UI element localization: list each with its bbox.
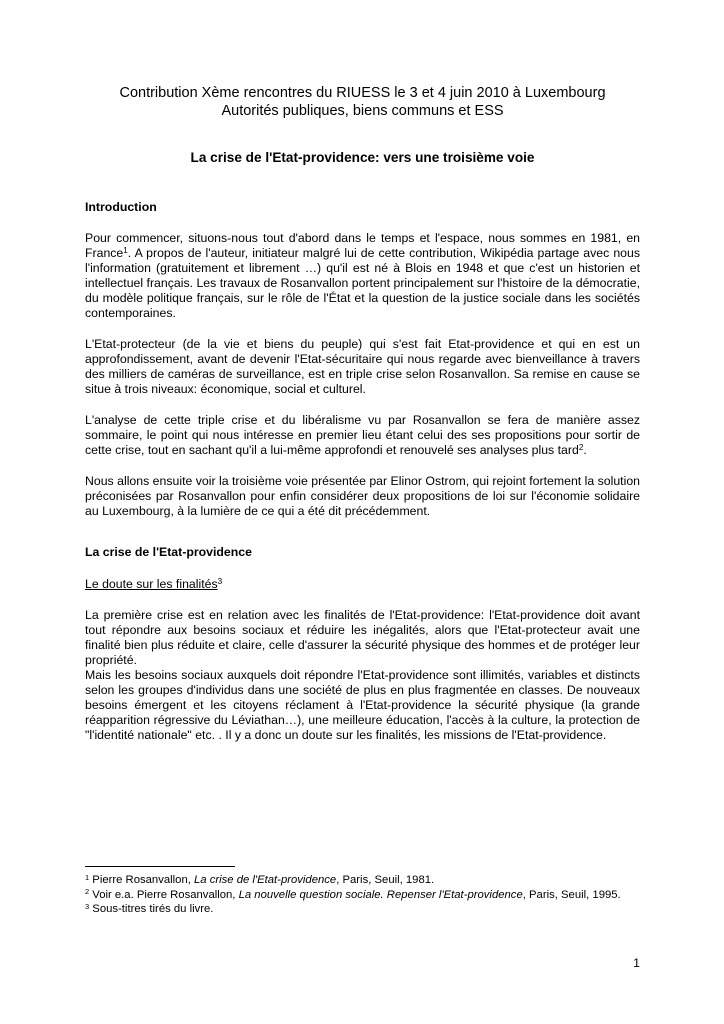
header-line-2: Autorités publiques, biens communs et ESS	[221, 103, 504, 119]
paragraph-4: Nous allons ensuite voir la troisième voie présentée par Elinor Ostrom, qui rejoint fortement la solution préconisées par Rosanvallon pour enfin considérer deux propositions de loi sur l'économie solidaire au Luxembourg, à la lumière de ce qui a été dit précédemment.	[85, 474, 640, 518]
paragraph-2: L'Etat-protecteur (de la vie et biens du peuple) qui s'est fait Etat-providence et qui en est un approfondissement, avant de devenir l'Etat-sécuritaire qui nous regarde avec bienveillance à travers des milliers de caméras de surveillance, est en triple crise selon Rosanvallon. Sa remise en cause se situe à trois niveaux: économique, social et culturel.	[85, 337, 640, 396]
page-number: 1	[633, 956, 640, 970]
footnote-separator	[85, 866, 235, 867]
footnote-3: $^3$ Sous-titres tirés du livre.	[85, 901, 214, 915]
footnote-1: $^1$ Pierre Rosanvallon, La crise de l'Etat-providence, Paris, Seuil, 1981.	[85, 872, 435, 886]
document-header	[85, 0, 640, 120]
footnotes-section	[85, 866, 640, 917]
header-line-1: Contribution Xème rencontres du RIUESS le 3 et 4 juin 2010 à Luxembourg	[119, 85, 606, 101]
paragraph-1: Pour commencer, situons-nous tout d'abord dans le temps et l'espace, nous sommes en 1981, en France$^1$. A propos de l'auteur, initiateur malgré lui de cette contribution, Wikipédia partage avec nous l'information (gratuitement et librement …) qu'il est né à Blois en 1948 et que c'est un historien et intellectuel français. Les travaux de Rosanvallon portent principalement sur l'histoire de la démocratie, du modèle politique français, sur le rôle de l'État et la question de la justice sociale dans les sociétés contemporaines.	[85, 231, 640, 320]
paragraph-3: L'analyse de cette triple crise et du libéralisme vu par Rosanvallon se fera de manière assez sommaire, le point qui nous intéresse en premier lieu étant celui des ses propositions pour sortir de cette crise, tout en sachant qu'il a lui-même approfondi et renouvelé ses analyses plus tard$^2$.	[85, 413, 640, 457]
subsection-heading-doubt: Le doute sur les finalités$^3$	[85, 577, 223, 591]
page-content	[85, 0, 640, 743]
footnote-2: $^2$ Voir e.a. Pierre Rosanvallon, La nouvelle question sociale. Repenser l'Etat-providence, Paris, Seuil, 1995.	[85, 887, 621, 901]
section-heading-introduction: Introduction	[85, 200, 157, 214]
paragraph-5: La première crise est en relation avec les finalités de l'Etat-providence: l'Etat-providence doit avant tout répondre aux besoins sociaux et réduire les inégalités, alors que l'Etat-protecteur avait une finalité bien plus réduite et claire, celle d'assurer la sécurité physique des hommes et de protéger leur propriété. Mais les besoins sociaux auxquels doit répondre l'Etat-providence sont illimités, variables et distincts selon les groupes d'individus dans une société de plus en plus fragmentée en classes. De nouveaux besoins émergent et les citoyens réclament à l'Etat-providence la sécurité physique (la grande réapparition régressive du Léviathan…), une meilleure éducation, l'accès à la culture, la protection de "l'identité nationale" etc. . Il y a donc un doute sur les finalités, les missions de l'Etat-providence.	[85, 608, 640, 742]
document-title: La crise de l'Etat-providence: vers une troisième voie	[190, 150, 535, 165]
section-heading-crisis: La crise de l'Etat-providence	[85, 545, 252, 559]
